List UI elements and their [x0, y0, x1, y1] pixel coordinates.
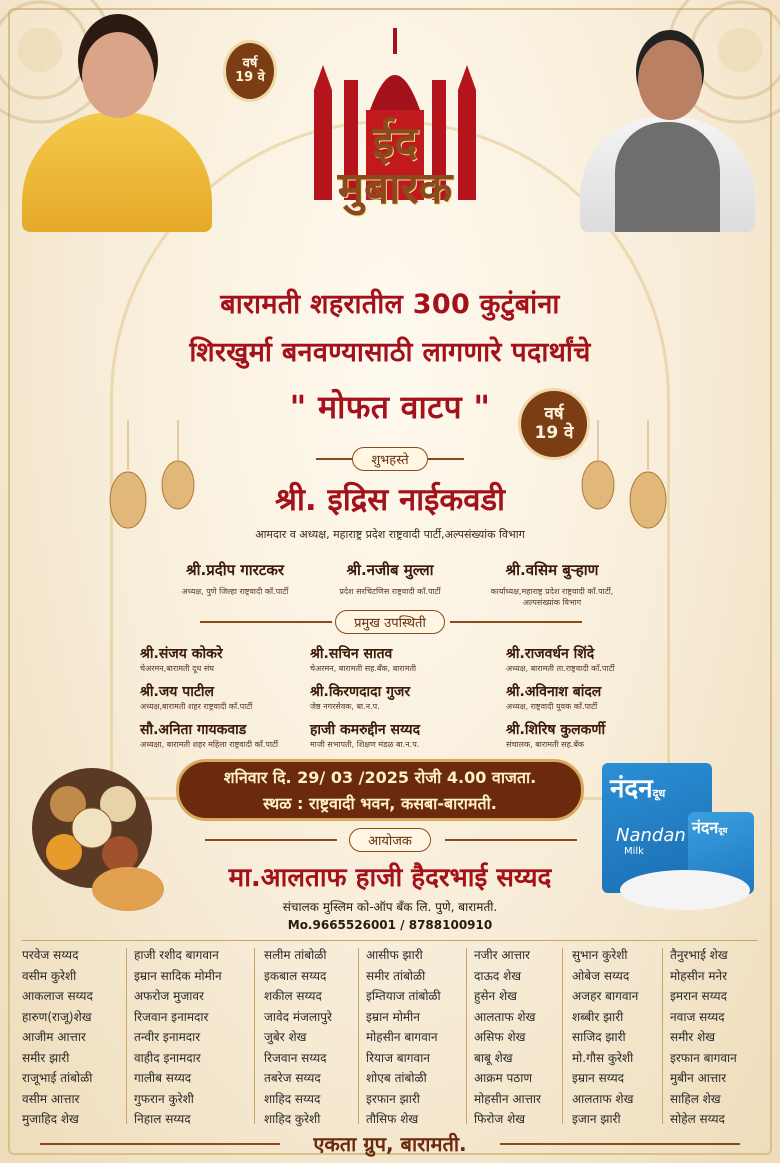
member-name: शाहिद कुरेशी	[264, 1112, 321, 1126]
member-name: जावेद मंजलापुरे	[264, 1009, 332, 1024]
member-name: नवाज सय्यद	[670, 1009, 725, 1024]
organizer-title: संचालक मुस्लिम को-ऑप बँक लि. पुणे, बारामती.	[282, 900, 498, 914]
member-name: हाजी रशीद बागवान	[134, 948, 219, 962]
chief-guest-label-wrap	[0, 447, 780, 471]
member-name: फिरोज शेख	[474, 1112, 526, 1126]
member-column	[366, 946, 441, 1131]
presence-name: श्री.राजवर्धन शिंदे	[506, 646, 595, 662]
member-name: इम्तियाज तांबोळी	[366, 989, 441, 1003]
guest-name: श्री.वसिम बुऱ्हाण	[505, 561, 599, 579]
member-name: समीर तांबोळी	[366, 968, 426, 983]
presence-role: अध्यक्षा, बारामती शहर महिला राष्ट्रवादी कॉं.पार्टी	[140, 740, 279, 749]
badge-year: 19 वे	[534, 423, 574, 443]
member-name: शोएब तांबोळी	[366, 1071, 427, 1085]
member-name: इम्रान सय्यद	[572, 1071, 625, 1085]
presence-role: अध्यक्ष, बारामती ता.राष्ट्रवादी कॉं.पार्टी	[506, 664, 615, 673]
member-name: तौसिफ शेख	[366, 1112, 419, 1126]
member-name: तैनुरभाई शेख	[670, 948, 728, 962]
member-name: ओबेज सय्यद	[572, 968, 630, 983]
member-name: इम्रान मोमीन	[366, 1009, 420, 1024]
chief-guest-name: श्री. इद्रिस नाईकवडी	[274, 482, 506, 518]
member-name: शाहिद सय्यद	[264, 1091, 321, 1106]
member-name: अजहर बागवान	[572, 989, 639, 1003]
presence-role: जेष्ठ नगरसेवक, बा.न.प.	[310, 702, 380, 711]
guest-name: श्री.प्रदीप गारटकर	[185, 561, 284, 579]
badge-label: वर्ष	[544, 404, 564, 425]
member-name: शब्बीर झारी	[572, 1009, 624, 1024]
member-name: आलताफ शेख	[572, 1091, 634, 1106]
presence-role: संचालक, बारामती सह.बँक	[506, 740, 585, 749]
member-name: जुबेर शेख	[264, 1030, 307, 1044]
divider	[22, 940, 758, 941]
column-divider	[254, 948, 255, 1124]
chief-guest-label: शुभहस्ते	[352, 447, 427, 471]
member-name: इरफान बागवान	[670, 1050, 737, 1065]
member-name: रिजवान सय्यद	[264, 1050, 327, 1065]
member-name: साजिद झारी	[572, 1030, 626, 1044]
milk-brand-suffix: दूध	[718, 826, 728, 835]
presence-role: माजी सभापती, शिक्षण मंडळ बा.न.प.	[310, 740, 420, 749]
event-date: शनिवार दि. 29/ 03 /2025 रोजी 4.00 वाजता.	[223, 768, 537, 787]
presence-name: श्री.जय पाटील	[140, 684, 214, 700]
headline-line-2: शिरखुर्मा बनवण्यासाठी लागणारे पदार्थांचे	[189, 337, 591, 368]
footer-group-name: एकता ग्रुप, बारामती.	[313, 1132, 467, 1156]
headline-line-3: " मोफत वाटप "	[289, 388, 491, 426]
presence-col-3	[506, 644, 676, 750]
organizer-name: मा.आलताफ हाजी हैदरभाई सय्यद	[228, 863, 552, 893]
presence-name: श्री.शिरिष कुलकर्णी	[506, 722, 606, 738]
guest-1	[150, 560, 320, 597]
guest-name: श्री.नजीब मुल्ला	[346, 561, 434, 579]
member-name: हुसेन शेख	[474, 989, 517, 1003]
member-name: साहिल शेख	[670, 1091, 721, 1106]
member-column	[670, 946, 737, 1131]
presence-role: अध्यक्ष,बारामती शहर राष्ट्रवादी कॉं.पार्टी	[140, 702, 253, 711]
member-column	[474, 946, 541, 1131]
member-name: अफरोज मुजावर	[134, 989, 204, 1003]
event-details-bar	[176, 759, 584, 821]
member-name: समीर झारी	[22, 1050, 70, 1065]
event-venue: स्थळ : राष्ट्रवादी भवन, कसबा-बारामती.	[263, 794, 497, 813]
column-divider	[466, 948, 467, 1124]
chief-guest-title: आमदार व अध्यक्ष, महाराष्ट्र प्रदेश राष्ट्रवादी पार्टी,अल्पसंख्यांक विभाग	[255, 528, 525, 541]
member-name: राजूभाई तांबोळी	[22, 1071, 93, 1085]
presence-name: श्री.किरणदादा गुजर	[310, 684, 411, 700]
member-name: नजीर आत्तार	[474, 948, 530, 962]
member-name: रियाज बागवान	[366, 1050, 430, 1065]
year-badge-top	[223, 40, 277, 102]
member-name: इकबाल सय्यद	[264, 968, 327, 983]
presence-col-2	[310, 644, 490, 750]
organizer-label-wrap	[0, 828, 780, 852]
member-name: आक्रम पठाण	[474, 1071, 533, 1085]
member-name: आजीम आत्तार	[22, 1030, 86, 1044]
organizer-phone: Mo.9665526001 / 8788100910	[287, 918, 493, 932]
member-name: गुफरान कुरेशी	[134, 1091, 194, 1106]
member-name: दाऊद शेख	[474, 968, 522, 983]
badge-year: 19 वे	[235, 70, 265, 85]
member-name: सलीम तांबोळी	[264, 948, 327, 962]
presence-name: श्री.अविनाश बांदल	[506, 684, 602, 700]
milk-brand: नंदन	[610, 774, 653, 804]
member-name: इम्रान सादिक मोमीन	[134, 968, 222, 983]
guest-3	[462, 560, 642, 608]
portrait-left	[22, 22, 212, 232]
member-name: गालीब सय्यद	[134, 1071, 192, 1085]
member-name: परवेज सय्यद	[22, 948, 79, 962]
eid-greeting	[300, 117, 490, 214]
badge-label: वर्ष	[242, 55, 258, 71]
guest-role: अध्यक्ष, पुणे जिल्हा राष्ट्रवादी कॉं.पार्टी	[181, 587, 289, 596]
member-column	[572, 946, 638, 1131]
milk-brand-latin: Nandan	[616, 825, 686, 846]
milk-brand-sub: Milk	[624, 846, 644, 857]
member-name: आसीफ झारी	[366, 948, 423, 962]
member-name: मो.गौस कुरेशी	[572, 1050, 634, 1065]
member-name: सुभान कुरेशी	[572, 948, 628, 962]
presence-name: हाजी कमरुद्दीन सय्यद	[310, 722, 421, 738]
headline-line-1: बारामती शहरातील 300 कुटुंबांना	[220, 289, 560, 320]
member-name: असिफ शेख	[474, 1030, 526, 1044]
presence-name: श्री.संजय कोकरे	[140, 646, 223, 662]
presence-role: चेअरमन, बारामती सह.बँक, बारामती	[310, 664, 417, 673]
column-divider	[126, 948, 127, 1124]
member-name: इजान झारी	[572, 1112, 621, 1126]
member-name: समीर शेख	[670, 1030, 716, 1044]
member-name: सोहेल सय्यद	[670, 1112, 725, 1126]
guest-2	[305, 560, 475, 597]
member-name: तबरेज सय्यद	[264, 1071, 321, 1085]
member-name: मोहसीन आत्तार	[474, 1091, 541, 1106]
milk-brand-suffix: दूध	[652, 787, 666, 800]
column-divider	[662, 948, 663, 1124]
presence-label: प्रमुख उपस्थिती	[335, 610, 445, 634]
member-name: मोहसीन मनेर	[670, 968, 728, 983]
guest-role: प्रदेश सरचिटणिस राष्ट्रवादी कॉं.पार्टी	[339, 587, 441, 596]
greeting-line-1: ईद	[372, 117, 418, 168]
member-grid	[22, 946, 758, 1130]
member-name: वसीम आत्तार	[22, 1091, 80, 1106]
guest-role-2: अल्पसंख्यांक विभाग	[522, 598, 582, 607]
member-column	[22, 946, 93, 1131]
member-name: मुजाहिद शेख	[22, 1112, 79, 1126]
guest-role: कार्याध्यक्ष,महाराष्ट्र प्रदेश राष्ट्रवादी कॉं.पार्टी,	[490, 587, 614, 596]
member-name: शकील सय्यद	[264, 989, 322, 1003]
member-name: मोहसीन बागवान	[366, 1030, 438, 1044]
member-name: रिजवान इनामदार	[134, 1009, 209, 1024]
column-divider	[358, 948, 359, 1124]
presence-name: श्री.सचिन सातव	[310, 646, 393, 662]
member-name: हारुण(राजू)शेख	[22, 1009, 92, 1024]
organizer-label: आयोजक	[349, 828, 431, 852]
presence-col-1	[140, 644, 310, 750]
member-column	[264, 946, 332, 1131]
member-name: आलताफ शेख	[474, 1009, 536, 1024]
portrait-right	[570, 22, 760, 232]
column-divider	[562, 948, 563, 1124]
member-name: इरफान झारी	[366, 1091, 420, 1106]
presence-label-wrap	[0, 610, 780, 634]
presence-role: अध्यक्ष, राष्ट्रवादी युवक कॉं.पार्टी	[506, 702, 598, 711]
member-name: वसीम कुरेशी	[22, 968, 77, 983]
member-name: निहाल सय्यद	[134, 1112, 191, 1126]
member-name: वाहीद इनामदार	[134, 1050, 201, 1065]
member-name: इमरान सय्यद	[670, 989, 727, 1003]
member-name: तन्वीर इनामदार	[134, 1030, 201, 1044]
presence-name: सौ.अनिता गायकवाड	[140, 722, 247, 738]
member-name: बाबू शेख	[474, 1050, 513, 1065]
milk-brand: नंदन	[692, 818, 719, 837]
member-name: मुबीन आत्तार	[670, 1071, 727, 1085]
member-column	[134, 946, 222, 1131]
greeting-line-2: मुबारक	[337, 163, 453, 214]
presence-role: चेअरमन,बारामती दूध संघ	[140, 664, 215, 673]
member-name: आकलाज सय्यद	[22, 989, 93, 1003]
